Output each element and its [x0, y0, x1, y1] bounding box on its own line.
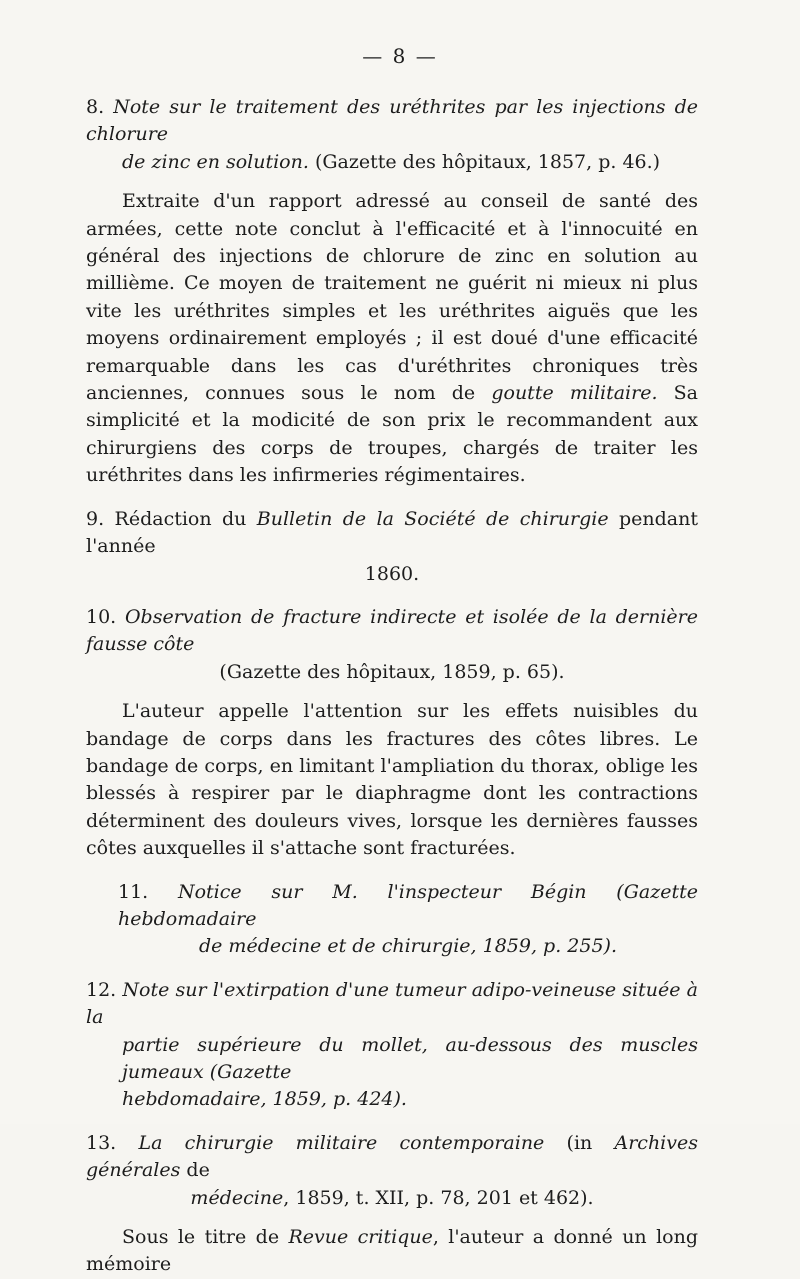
summary-text-end: , l'auteur a donné un long mémoire [86, 1226, 698, 1276]
entry-title-line: hebdomadaire, 1859, p. 424). [122, 1088, 407, 1111]
summary-italic: goutte militaire. [491, 382, 658, 405]
entry-9 [86, 506, 698, 588]
entry-title-continuation-2 [86, 1086, 698, 1113]
page-number: — 8 — [362, 44, 438, 68]
summary-italic: Revue critique [288, 1226, 433, 1249]
entry-title-line: partie supérieure du mollet, au-dessous des muscles jumeaux (Gazette [122, 1033, 698, 1083]
entry-title-continuation [86, 1032, 698, 1087]
entry-title: Note sur le traitement des uréthrites par les injections de chlorure [86, 96, 698, 146]
entry-10-summary: L'auteur appelle l'attention sur les effets nuisibles du bandage de corps dans les fractures des côtes libres. Le bandage de corps, en limitant l'ampliation du thorax, oblige les blessés à respirer par le diaphragme dont les contractions déterminent des douleurs vives, lorsque les dernières fausses côtes auxquelles il s'attache sont fracturées. [86, 700, 698, 860]
entry-12 [86, 977, 698, 1114]
entry-number: 8. [86, 96, 105, 118]
entry-title-continuation [118, 933, 698, 960]
entry-year: 1860. [364, 562, 420, 585]
entry-title-roman: (in [544, 1131, 615, 1154]
summary-text: Sous le titre de [122, 1226, 289, 1249]
entry-text: Rédaction du [114, 507, 257, 530]
entry-citation: (Gazette des hôpitaux, 1857, p. 46.) [308, 150, 661, 173]
entry-title-continuation [86, 149, 698, 176]
entry-8 [86, 94, 698, 176]
entry-8-summary [86, 188, 698, 489]
entry-title: Notice sur M. l'inspecteur Bégin (Gazette hebdomadaire [118, 880, 698, 930]
entry-title-continuation [86, 1185, 698, 1212]
summary-text-end: Sa simplicité et la modicité de son prix le recommandent aux chirurgiens des corps de troupes, chargés de traiter les uréthrites dans les infirmeries régimentaires. [86, 382, 699, 487]
entry-13 [86, 1130, 698, 1212]
entry-journal-cont: médecine [190, 1186, 284, 1209]
entry-italic-title: Bulletin de la Société de chirurgie [256, 507, 609, 530]
entry-title-roman-2: de [180, 1159, 210, 1182]
summary-text: Extraite d'un rapport adressé au conseil de santé des armées, cette note conclut à l'efficacité et à l'innocuité en général des injections de chlorure de zinc en solution au millième. Ce moyen de traitement ne guérit ni mieux ni plus vite les uréthrites simples et les uréthrites aiguës que les moyens ordinairement employés ; il est doué d'une efficacité remarquable dans les cas d'uréthrites chroniques très anciennes, connues sous le nom de [86, 190, 698, 405]
entry-title-line: de zinc en solution. [122, 150, 309, 173]
entry-citation: (Gazette des hôpitaux, 1859, p. 65). [219, 660, 565, 683]
entry-11 [86, 879, 698, 961]
entry-10 [86, 604, 698, 686]
entry-number: 13. [86, 1131, 117, 1154]
entry-title: La chirurgie militaire contemporaine [138, 1131, 545, 1154]
entry-number: 11. [118, 880, 149, 903]
entry-number: 12. [86, 978, 117, 1001]
entry-journal: Archives générales [86, 1131, 698, 1182]
entry-title: Note sur l'extirpation d'une tumeur adipo-veineuse située à la [86, 978, 698, 1029]
entry-number: 9. [86, 507, 105, 530]
entry-citation: , 1859, t. XII, p. 78, 201 et 462). [283, 1186, 594, 1209]
entry-text-end: pendant l'année [86, 507, 698, 558]
page-content [86, 94, 698, 1279]
entry-number: 10. [86, 605, 117, 628]
entry-13-summary [86, 1224, 698, 1279]
entry-title: Observation de fracture indirecte et isolée de la dernière fausse côte [86, 605, 698, 656]
entry-title-line: de médecine et de chirurgie, 1859, p. 255). [198, 935, 618, 958]
